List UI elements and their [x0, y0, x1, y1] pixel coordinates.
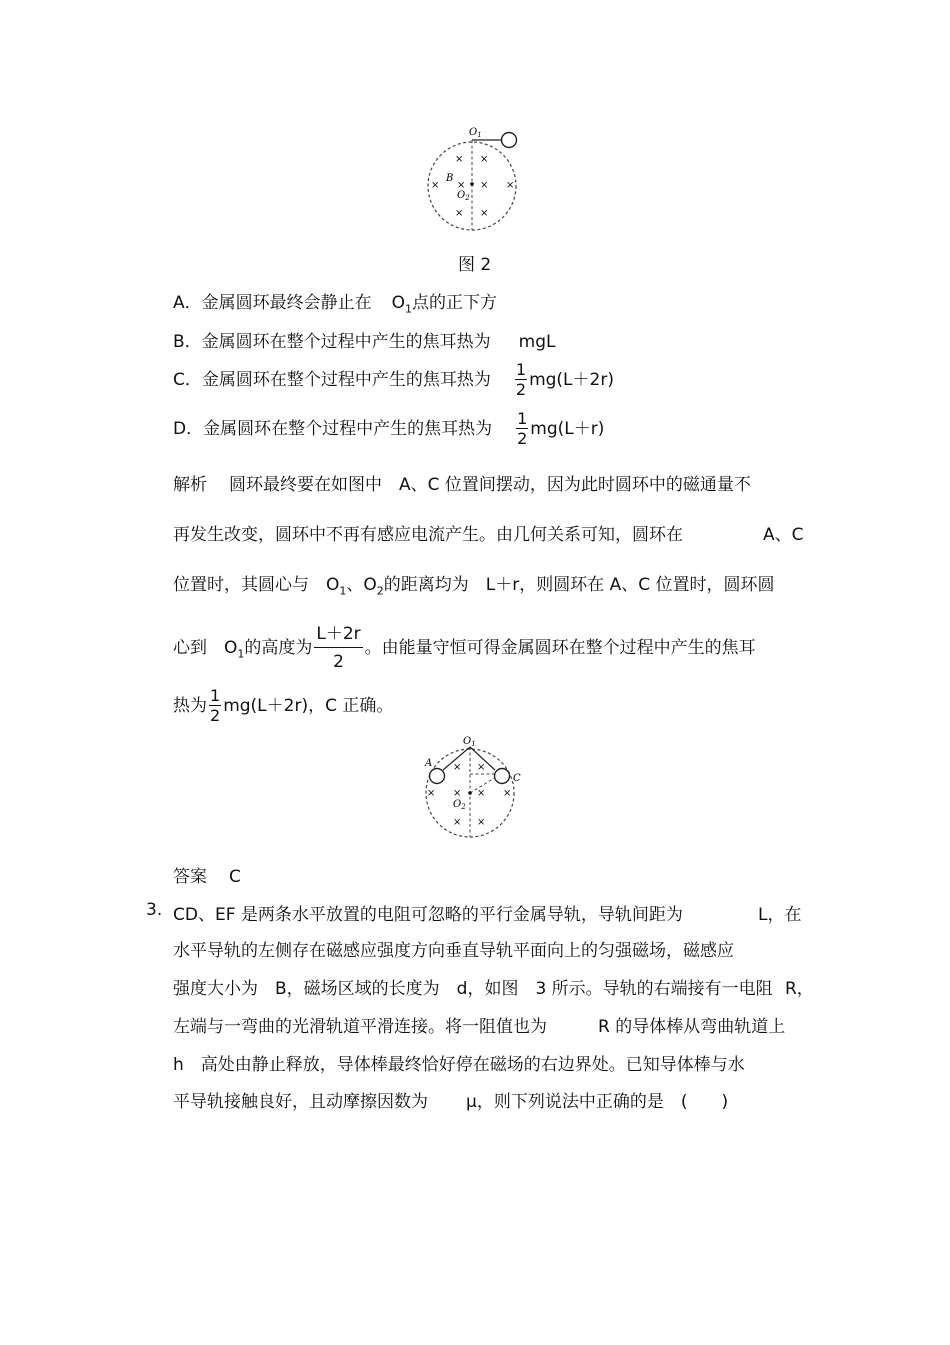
- option-c-fraction: [515, 362, 527, 398]
- option-a: [173, 288, 497, 315]
- option-d: [173, 406, 604, 452]
- field-cross: ×: [455, 208, 464, 219]
- option-a-letter: A．: [173, 293, 202, 313]
- analysis-line-3: [173, 570, 775, 597]
- field-cross: ×: [503, 788, 512, 799]
- analysis-line-4: [173, 620, 756, 682]
- heat-fraction: [209, 688, 221, 724]
- center-point-o2: [470, 182, 474, 186]
- option-c-text: 金属圆环在整个过程中产生的焦耳热为: [201, 370, 491, 390]
- option-b: [173, 327, 556, 352]
- analysis-text-4a: 心到 O: [173, 638, 238, 658]
- analysis-text-4b: 的高度为: [244, 638, 313, 658]
- option-d-text: 金属圆环在整个过程中产生的焦耳热为: [203, 419, 493, 439]
- option-c-denominator: 2: [515, 380, 527, 399]
- analysis-label: 解析: [173, 475, 207, 495]
- question-3-line-5: h 高处由静止释放，导体棒最终恰好停在磁场的右边界处。已知导体棒与水: [173, 1055, 745, 1075]
- figure-2-diagram: [420, 118, 530, 242]
- option-a-point: O: [391, 293, 406, 313]
- analysis-sub-3b: 2: [376, 584, 384, 598]
- option-a-point-sub: 1: [405, 302, 413, 316]
- option-a-tail: 点的正下方: [412, 293, 498, 313]
- analysis-text-2a: 再发生改变，圆环中不再有感应电流产生。由几何关系可知，圆环在: [173, 525, 683, 545]
- field-cross: ×: [480, 180, 489, 191]
- analysis-text-3c: 的距离均为 L＋r，则圆环在 A、C 位置时，圆环圆: [383, 575, 775, 595]
- label-b: B: [446, 173, 454, 184]
- ring-position-a: [430, 769, 445, 784]
- analysis-text-3b: 、O: [346, 575, 377, 595]
- label-o2: $O_2$: [457, 190, 470, 202]
- field-cross: ×: [453, 788, 462, 799]
- field-cross: ×: [453, 817, 462, 828]
- option-b-text: 金属圆环在整个过程中产生的焦耳热为: [201, 332, 491, 352]
- analysis-line-1: [173, 470, 751, 495]
- height-denominator: 2: [333, 651, 344, 672]
- question-3-line-1: CD、EF 是两条水平放置的电阻可忽略的平行金属导轨，导轨间距为: [173, 905, 683, 925]
- analysis-sub-3a: 1: [339, 584, 347, 598]
- answer-label: 答案: [173, 867, 207, 887]
- label-c: C: [513, 773, 521, 784]
- option-d-denominator: 2: [517, 429, 528, 448]
- label-o1: $O_1$: [463, 736, 476, 748]
- analysis-figure-diagram: [415, 732, 530, 844]
- question-3-line-2: 水平导轨的左侧存在磁感应强度方向垂直导轨平面向上的匀强磁场，磁感应: [173, 941, 734, 961]
- label-o2: $O_2$: [453, 799, 466, 811]
- field-cross: ×: [506, 180, 515, 191]
- option-b-expr: mgL: [518, 332, 556, 352]
- option-a-text: 金属圆环最终会静止在: [201, 293, 372, 313]
- field-cross: ×: [477, 788, 486, 799]
- analysis-line-5: [173, 683, 393, 729]
- field-cross: ×: [480, 208, 489, 219]
- option-c-expr: mg(L＋2r): [529, 370, 614, 390]
- answer-value: C: [229, 867, 241, 887]
- field-cross: ×: [477, 762, 486, 773]
- label-a: A: [425, 758, 433, 769]
- field-cross: ×: [457, 180, 466, 191]
- metal-ring: [502, 133, 517, 148]
- analysis-text-4c: 。由能量守恒可得金属圆环在整个过程中产生的焦耳: [364, 638, 756, 658]
- height-numerator: L＋2r: [314, 626, 362, 648]
- question-3-number: 3.: [146, 900, 163, 920]
- field-cross: ×: [477, 817, 486, 828]
- question-3-line-3-tail: R，: [785, 979, 814, 999]
- height-fraction: [314, 623, 362, 672]
- ring-position-c: [495, 769, 510, 784]
- field-cross: ×: [431, 180, 440, 191]
- analysis-text-5b: mg(L＋2r)，C 正确。: [223, 696, 394, 716]
- option-d-fraction: [516, 411, 528, 447]
- answer-line: [173, 862, 241, 887]
- option-c-numerator: 1: [515, 360, 527, 379]
- figure-2-caption: 图 2: [458, 255, 492, 275]
- center-point-o2: [468, 791, 472, 795]
- analysis-line-2: [173, 520, 683, 545]
- option-b-letter: B．: [173, 332, 202, 352]
- question-3-line-6-tail: μ，则下列说法中正确的是 ( ): [466, 1092, 729, 1112]
- option-c-letter: C．: [173, 370, 202, 390]
- question-3-line-3: 强度大小为 B，磁场区域的长度为 d，如图 3 所示。导轨的右端接有一电阻: [173, 979, 773, 999]
- option-d-expr: mg(L＋r): [530, 419, 605, 439]
- analysis-sub-4: 1: [237, 647, 245, 661]
- field-cross: ×: [480, 154, 489, 165]
- field-cross: ×: [427, 788, 436, 799]
- question-3-line-4: 左端与一弯曲的光滑轨道平滑连接。将一阻值也为: [173, 1017, 547, 1037]
- heat-numerator: 1: [210, 686, 221, 705]
- field-cross: ×: [455, 154, 464, 165]
- option-c: [173, 357, 614, 403]
- field-cross: ×: [453, 762, 462, 773]
- analysis-text-1: 圆环最终要在如图中 A、C 位置间摆动，因为此时圆环中的磁通量不: [229, 475, 751, 495]
- option-d-numerator: 1: [517, 409, 528, 428]
- option-d-letter: D．: [173, 419, 204, 439]
- question-3-line-1-tail: L，在: [758, 905, 802, 925]
- analysis-text-5a: 热为: [173, 696, 207, 716]
- question-3-line-4-tail: R 的导体棒从弯曲轨道上: [598, 1017, 786, 1037]
- analysis-line-2-tail: A、C: [763, 525, 804, 545]
- label-o1: $O_1$: [469, 127, 482, 139]
- heat-denominator: 2: [210, 706, 221, 725]
- analysis-text-3a: 位置时，其圆心与 O: [173, 575, 340, 595]
- question-3-line-6: 平导轨接触良好，且动摩擦因数为: [173, 1092, 428, 1112]
